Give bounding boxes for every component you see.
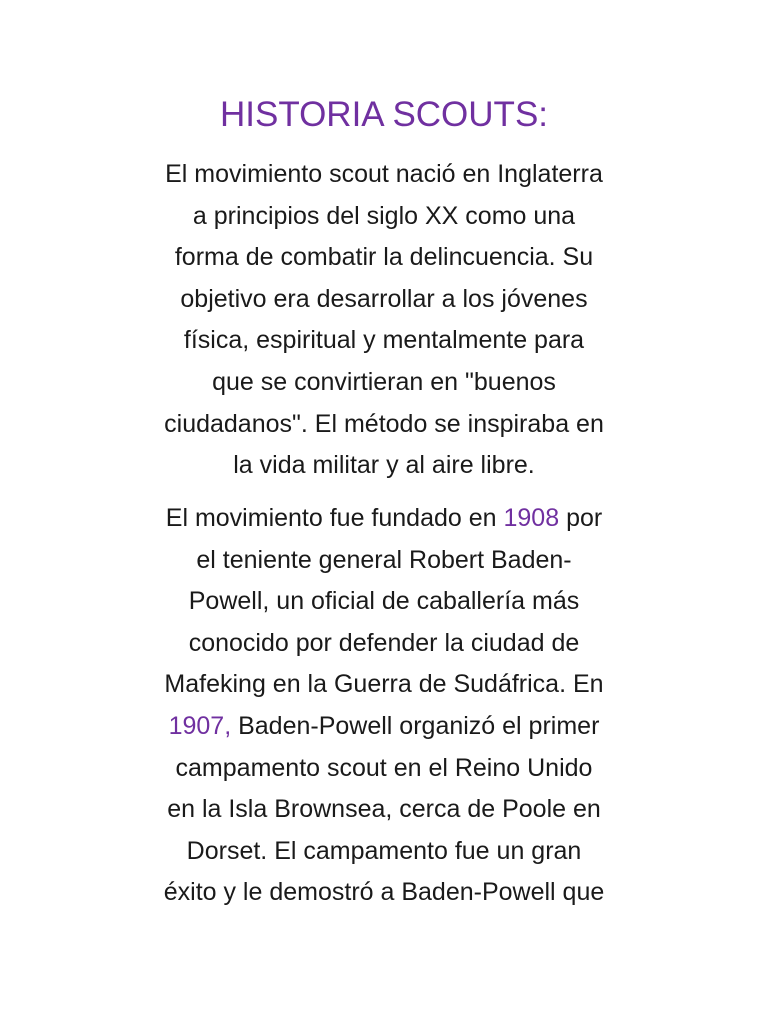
text-line: éxito y le demostró a Baden-Powell que xyxy=(163,878,605,907)
text-line: Mafeking en la Guerra de Sudáfrica. En xyxy=(164,670,604,699)
paragraph-founding xyxy=(84,498,684,914)
text-line: conocido por defender la ciudad de xyxy=(188,628,580,657)
text-fragment: El movimiento fue fundado en xyxy=(165,504,504,532)
text-line: física, espiritual y mentalmente para xyxy=(183,326,585,355)
page-title: HISTORIA SCOUTS: xyxy=(219,95,549,134)
text-line: el teniente general Robert Baden- xyxy=(196,545,572,574)
text-line: que se convirtieran en "buenos xyxy=(212,367,556,396)
text-line: Powell, un oficial de caballería más xyxy=(188,587,580,616)
text-line xyxy=(84,498,684,540)
text-line: la vida militar y al aire libre. xyxy=(233,451,535,480)
highlighted-year: 1908 xyxy=(503,504,560,532)
text-line: campamento scout en el Reino Unido xyxy=(175,753,593,782)
text-line: en la Isla Brownsea, cerca de Poole en xyxy=(167,795,601,824)
text-line: forma de combatir la delincuencia. Su xyxy=(174,243,594,272)
text-line: objetivo era desarrollar a los jóvenes xyxy=(180,284,588,313)
highlighted-year: 1907, xyxy=(168,711,232,740)
text-line: ciudadanos". El método se inspiraba en xyxy=(164,409,604,438)
text-line xyxy=(84,706,684,748)
text-line: a principios del siglo XX como una xyxy=(192,201,576,230)
text-fragment: Baden-Powell organizó el primer xyxy=(231,711,600,740)
text-line: Dorset. El campamento fue un gran xyxy=(186,836,582,865)
paragraph-intro xyxy=(84,154,684,487)
text-line: El movimiento scout nació en Inglaterra xyxy=(165,160,603,188)
text-fragment: por xyxy=(559,504,603,532)
